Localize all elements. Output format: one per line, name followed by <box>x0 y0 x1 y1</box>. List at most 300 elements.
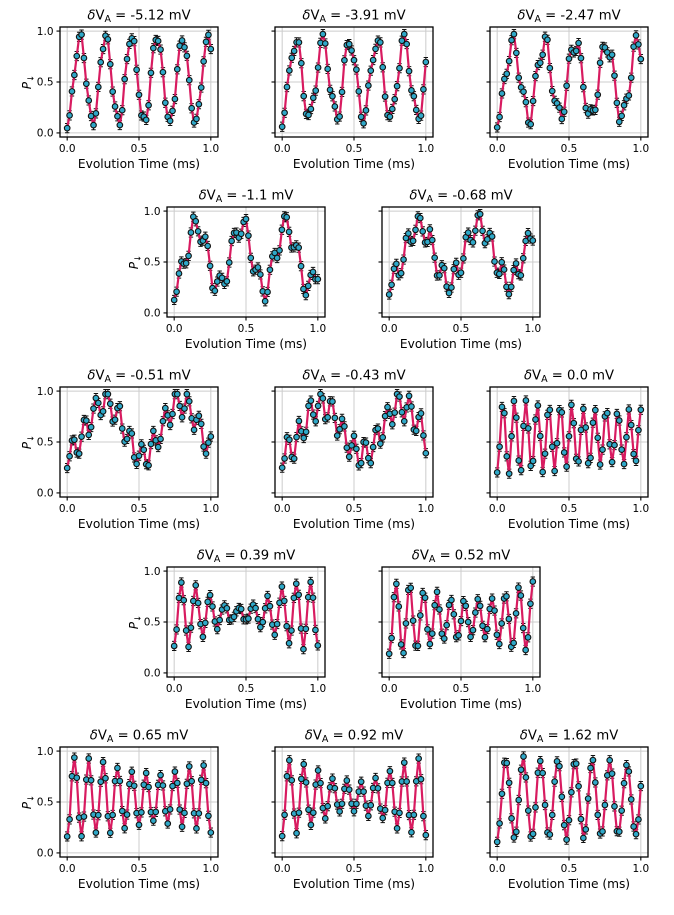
data-point <box>453 260 459 266</box>
data-point <box>315 643 321 649</box>
data-point <box>157 47 163 53</box>
data-point <box>78 434 84 440</box>
data-point <box>296 418 302 424</box>
data-point <box>530 831 536 837</box>
data-point <box>418 776 424 782</box>
x-tick-label: 0.5 <box>130 503 147 515</box>
data-point <box>384 404 390 410</box>
data-point <box>458 618 464 624</box>
data-point <box>174 780 180 786</box>
data-point <box>291 456 297 462</box>
data-point <box>136 822 142 828</box>
data-point <box>102 775 108 781</box>
data-point <box>520 754 526 760</box>
data-point <box>551 468 557 474</box>
data-point <box>525 635 531 641</box>
data-point <box>186 399 192 405</box>
x-tick-label: 1.0 <box>201 863 219 875</box>
data-point <box>334 433 340 439</box>
data-point <box>327 87 333 93</box>
data-point <box>580 84 586 90</box>
data-point <box>597 462 603 468</box>
data-point <box>145 463 151 469</box>
title-value: = -3.91 mV <box>325 8 406 24</box>
data-point <box>253 605 259 611</box>
data-point <box>284 84 290 90</box>
data-point <box>497 641 503 647</box>
data-point <box>293 830 299 836</box>
title-value: = 0.52 mV <box>435 548 511 564</box>
y-axis-label: $P_↓$ <box>127 254 144 270</box>
subplot-title: δVA = -0.43 mV <box>301 368 406 386</box>
data-point <box>186 253 192 259</box>
data-point <box>255 265 261 271</box>
data-point <box>451 612 457 618</box>
data-point <box>308 579 314 585</box>
title-value: = -0.43 mV <box>325 368 406 384</box>
data-point <box>265 593 271 599</box>
data-point <box>420 87 426 93</box>
title-value: = -2.47 mV <box>540 8 621 24</box>
data-point <box>501 267 507 273</box>
data-point <box>618 447 624 453</box>
data-point <box>542 802 548 808</box>
data-point <box>411 812 417 818</box>
data-point <box>238 606 244 612</box>
data-point <box>191 427 197 433</box>
x-tick-label: 0.0 <box>380 323 398 335</box>
y-tick-label: 0.0 <box>143 307 161 320</box>
data-point <box>155 38 161 44</box>
data-point <box>403 779 409 785</box>
data-point <box>171 643 177 649</box>
data-point <box>205 32 211 38</box>
data-point <box>377 40 383 46</box>
data-point <box>365 813 371 819</box>
title-value: = 0.39 mV <box>220 548 296 564</box>
data-point <box>382 807 388 813</box>
data-point <box>265 289 271 295</box>
data-point <box>532 73 538 79</box>
data-point <box>513 611 519 617</box>
data-point <box>200 763 206 769</box>
data-point <box>267 603 273 609</box>
y-axis-label: $P_↓$ <box>19 794 36 810</box>
data-point <box>387 768 393 774</box>
data-point <box>587 765 593 771</box>
data-point <box>494 839 500 845</box>
data-point <box>367 802 373 808</box>
subplot-svg-2 <box>450 5 655 185</box>
data-point <box>590 420 596 426</box>
data-point <box>628 797 634 803</box>
data-point <box>568 402 574 408</box>
data-point <box>281 110 287 116</box>
data-point <box>406 68 412 74</box>
data-point <box>129 431 135 437</box>
data-point <box>556 105 562 111</box>
data-point <box>559 410 565 416</box>
data-point <box>518 273 524 279</box>
data-point <box>592 407 598 413</box>
y-axis-label: $P_↓$ <box>19 434 36 450</box>
data-point <box>630 451 636 457</box>
data-point <box>542 451 548 457</box>
data-point <box>203 39 209 45</box>
data-point <box>109 89 115 95</box>
subplot-4 <box>342 185 547 365</box>
y-tick-label: 0.0 <box>36 487 53 500</box>
data-point <box>401 650 407 656</box>
data-point <box>585 460 591 466</box>
data-point <box>396 65 402 71</box>
data-point <box>626 93 632 99</box>
data-point <box>160 783 166 789</box>
data-point <box>121 76 127 82</box>
data-point <box>429 237 435 243</box>
data-point <box>408 88 414 94</box>
subplot-0 <box>20 5 225 185</box>
data-point <box>315 403 321 409</box>
data-point <box>200 634 206 640</box>
data-point <box>279 465 285 471</box>
data-point <box>329 93 335 99</box>
data-point <box>157 436 163 442</box>
data-point <box>423 450 429 456</box>
data-point <box>344 778 350 784</box>
data-point <box>193 116 199 122</box>
data-point <box>515 75 521 81</box>
x-axis-label: Evolution Time (ms) <box>184 337 308 351</box>
data-point <box>375 426 381 432</box>
x-tick-label: 1.0 <box>631 863 649 875</box>
data-point <box>138 810 144 816</box>
data-point <box>394 581 400 587</box>
y-axis-label: $P_↓$ <box>127 614 144 630</box>
data-point <box>563 464 569 470</box>
data-point <box>71 755 77 761</box>
data-point <box>281 456 287 462</box>
data-point <box>506 291 512 297</box>
data-point <box>117 122 123 128</box>
data-point <box>169 108 175 114</box>
data-point <box>226 260 232 266</box>
data-point <box>556 763 562 769</box>
data-point <box>525 230 531 236</box>
data-point <box>267 267 273 273</box>
data-point <box>530 98 536 104</box>
x-tick-label: 1.0 <box>524 683 542 695</box>
data-point <box>635 817 641 823</box>
data-point <box>423 832 429 838</box>
data-point <box>511 398 517 404</box>
data-point <box>513 829 519 835</box>
data-point <box>549 88 555 94</box>
data-point <box>300 761 306 767</box>
data-point <box>377 441 383 447</box>
data-point <box>124 812 130 818</box>
data-point <box>258 272 264 278</box>
subplot-11 <box>235 725 440 905</box>
data-point <box>181 597 187 603</box>
data-point <box>422 595 428 601</box>
x-axis-label: Evolution Time (ms) <box>292 157 415 171</box>
subplot-title: δVA = 0.39 mV <box>196 548 296 566</box>
data-point <box>520 625 526 631</box>
data-point <box>513 50 519 56</box>
data-point <box>566 817 572 823</box>
data-point <box>300 93 306 99</box>
data-point <box>298 60 304 66</box>
data-point <box>303 429 309 435</box>
data-point <box>523 99 529 105</box>
data-point <box>246 233 252 239</box>
data-point <box>150 818 156 824</box>
data-point <box>403 621 409 627</box>
x-tick-label: 0.0 <box>488 863 506 875</box>
data-point <box>511 31 517 37</box>
data-point <box>406 231 412 237</box>
data-point <box>119 107 125 113</box>
data-point <box>346 41 352 47</box>
data-point <box>112 104 118 110</box>
data-point <box>160 69 166 75</box>
data-point <box>501 410 507 416</box>
data-point <box>224 606 230 612</box>
data-point <box>81 55 87 61</box>
data-point <box>195 229 201 235</box>
subplot-title: δVA = 1.62 mV <box>519 728 618 746</box>
data-point <box>621 461 627 467</box>
data-point <box>394 261 400 267</box>
data-point <box>322 41 328 47</box>
data-point <box>485 626 491 632</box>
data-point <box>389 635 395 641</box>
data-point <box>513 415 519 421</box>
data-point <box>528 601 534 607</box>
data-point <box>539 770 545 776</box>
data-point <box>208 46 214 52</box>
data-point <box>186 644 192 650</box>
data-point <box>329 776 335 782</box>
data-point <box>494 632 500 638</box>
data-point <box>183 260 189 266</box>
x-tick-label: 0.0 <box>380 683 398 695</box>
data-point <box>288 777 294 783</box>
data-point <box>303 780 309 786</box>
data-point <box>169 411 175 417</box>
data-point <box>573 761 579 767</box>
data-point <box>332 785 338 791</box>
data-point <box>298 263 304 269</box>
data-point <box>320 396 326 402</box>
data-point <box>279 833 285 839</box>
x-tick-label: 0.5 <box>237 323 255 335</box>
subplot-svg-11 <box>235 725 440 905</box>
data-point <box>506 58 512 64</box>
data-point <box>518 593 524 599</box>
data-point <box>506 616 512 622</box>
data-point <box>592 107 598 113</box>
data-point <box>375 785 381 791</box>
data-point <box>105 391 111 397</box>
y-tick-label: 1.0 <box>143 205 161 218</box>
data-point <box>441 265 447 271</box>
subplot-5 <box>20 365 225 545</box>
data-point <box>136 453 142 459</box>
plot-row-3 <box>0 365 674 545</box>
data-point <box>83 81 89 87</box>
data-point <box>503 760 509 766</box>
data-point <box>523 398 529 404</box>
x-tick-label: 0.5 <box>130 143 147 155</box>
y-tick-label: 0.0 <box>143 667 161 680</box>
data-point <box>372 775 378 781</box>
y-tick-label: 1.0 <box>36 25 53 38</box>
data-point <box>633 831 639 837</box>
data-point <box>203 451 209 457</box>
data-point <box>618 113 624 119</box>
data-point <box>188 230 194 236</box>
data-point <box>537 433 543 439</box>
x-tick-label: 0.0 <box>273 863 291 875</box>
data-point <box>152 809 158 815</box>
data-point <box>602 802 608 808</box>
data-point <box>69 89 75 95</box>
data-point <box>604 410 610 416</box>
data-point <box>496 821 502 827</box>
data-point <box>518 467 524 473</box>
x-tick-label: 0.0 <box>58 863 76 875</box>
data-point <box>140 447 146 453</box>
data-point <box>193 582 199 588</box>
data-point <box>332 415 338 421</box>
data-point <box>638 783 644 789</box>
data-point <box>281 812 287 818</box>
data-point <box>626 407 632 413</box>
data-point <box>616 829 622 835</box>
data-point <box>561 822 567 828</box>
x-tick-label: 1.0 <box>309 683 327 695</box>
data-point <box>370 57 376 63</box>
gridlines <box>490 27 648 137</box>
data-point <box>616 418 622 424</box>
data-point <box>470 627 476 633</box>
data-point <box>492 259 498 265</box>
data-point <box>434 589 440 595</box>
data-point <box>184 53 190 59</box>
subplot-9 <box>342 545 547 725</box>
title-value: = 0.65 mV <box>112 728 188 744</box>
data-point <box>408 404 414 410</box>
data-point <box>573 48 579 54</box>
data-point <box>492 608 498 614</box>
data-point <box>131 783 137 789</box>
data-point <box>121 825 127 831</box>
data-point <box>523 775 529 781</box>
data-point <box>73 775 79 781</box>
x-tick-label: 0.0 <box>273 143 291 155</box>
subplot-svg-5 <box>20 365 225 545</box>
data-point <box>172 769 178 775</box>
data-point <box>539 52 545 58</box>
subplot-7 <box>450 365 655 545</box>
data-point <box>346 454 352 460</box>
data-point <box>90 122 96 128</box>
data-point <box>296 245 302 251</box>
data-point <box>413 227 419 233</box>
data-point <box>511 835 517 841</box>
x-axis-label: Evolution Time (ms) <box>507 157 630 171</box>
data-point <box>499 91 505 97</box>
data-point <box>427 227 433 233</box>
data-point <box>594 435 600 441</box>
data-point <box>284 214 290 220</box>
data-point <box>367 68 373 74</box>
data-point <box>66 817 72 823</box>
x-axis-label: Evolution Time (ms) <box>292 517 415 531</box>
y-tick-label: 0.0 <box>36 847 53 860</box>
data-point <box>398 642 404 648</box>
data-point <box>420 813 426 819</box>
data-point <box>181 406 187 412</box>
data-point <box>231 614 237 620</box>
data-point <box>630 824 636 830</box>
data-point <box>413 107 419 113</box>
data-point <box>496 114 502 120</box>
x-tick-label: 0.0 <box>165 323 183 335</box>
subplot-svg-9 <box>342 545 547 725</box>
data-point <box>614 100 620 106</box>
data-point <box>449 597 455 603</box>
y-tick-label: 0.5 <box>143 256 161 269</box>
data-point <box>535 403 541 409</box>
data-point <box>260 619 266 625</box>
data-point <box>303 292 309 298</box>
data-point <box>284 623 290 629</box>
subplot-1 <box>235 5 440 185</box>
data-point <box>389 106 395 112</box>
data-point <box>525 808 531 814</box>
data-point <box>559 794 565 800</box>
x-axis-label: Evolution Time (ms) <box>292 877 415 891</box>
data-point <box>363 440 369 446</box>
data-point <box>174 627 180 633</box>
data-point <box>279 584 285 590</box>
data-point <box>339 416 345 422</box>
data-point <box>638 407 644 413</box>
data-point <box>618 808 624 814</box>
data-point <box>324 415 330 421</box>
data-point <box>575 783 581 789</box>
data-point <box>358 779 364 785</box>
data-point <box>503 454 509 460</box>
data-point <box>305 112 311 118</box>
data-point <box>188 778 194 784</box>
data-point <box>413 428 419 434</box>
data-point <box>107 401 113 407</box>
data-point <box>396 604 402 610</box>
data-point <box>212 288 218 294</box>
data-point <box>78 833 84 839</box>
data-point <box>458 270 464 276</box>
data-point <box>332 104 338 110</box>
data-point <box>133 67 139 73</box>
data-point <box>609 52 615 58</box>
data-point <box>477 211 483 217</box>
data-point <box>90 406 96 412</box>
data-point <box>465 230 471 236</box>
